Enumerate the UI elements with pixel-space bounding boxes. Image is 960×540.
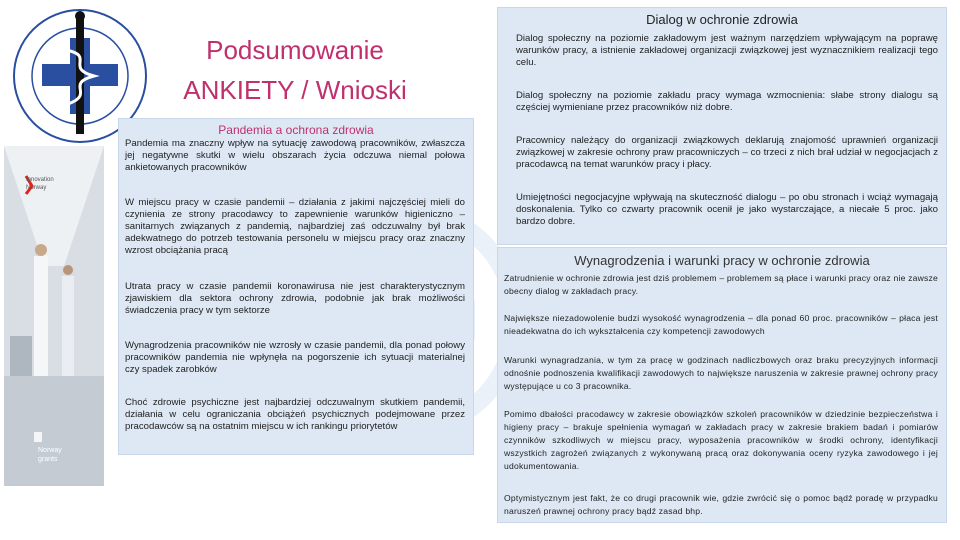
wages-box	[497, 247, 947, 523]
pandemic-paragraph-1: Pandemia ma znaczny wpływ na sytuację zawodową pracowników, zwłaszcza jej negatywne skutki w wielu obszarach życia odczuwa niemal połowa ankietowanych pracowników	[125, 138, 465, 173]
hospital-photo	[4, 146, 104, 486]
pandemic-paragraph-3: Utrata pracy w czasie pandemii koronawirusa nie jest charakterystycznym zjawiskiem dla sektora ochrony zdrowia, podobnie jak brak możliwości świadczenia pracy w tym sektorze	[125, 281, 465, 316]
wages-paragraph-1: Zatrudnienie w ochronie zdrowia jest dziś problemem – problemem są płace i warunki pracy oraz nie zawsze obecny dialog w zakładach pracy.	[504, 273, 938, 296]
brand-top-line-1: Innovation	[26, 177, 54, 183]
wages-paragraph-3: Warunki wynagradzania, w tym za pracę w godzinach nadliczbowych oraz braku precyzyjnych informacji odnośnie podnoszenia kwalifikacji zawodowych to największe naruszenia w zakresie prawnej ochrony pracy występujące u co 3 pracownika.	[504, 355, 938, 391]
hospital-corridor-photo-icon	[4, 146, 104, 486]
title-line-1: Podsumowanie	[206, 35, 384, 65]
norway-grants-mark-icon	[34, 432, 42, 442]
dialog-paragraph-4: Umiejętności negocjacyjne wpływają na skuteczność dialogu – po obu stronach i wciąż wymagają doskonalenia. Tylko co czwarty pracownik ocenił je jako wystarczające, a niecałe 5 proc. jako bardzo dobre.	[516, 192, 938, 227]
wages-paragraph-2: Największe niezadowolenie budzi wysokość wynagrodzenia – dla ponad 60 proc. pracowników – płaca jest nieadekwatna do ich wykształcenia czy kompetencji zawodowych	[504, 313, 938, 336]
dialog-paragraph-1: Dialog społeczny na poziomie zakładowym jest ważnym narzędziem wpływającym na poprawę warunków pracy, a istnienie zakładowej organizacji związkowej jest wyznacznikiem realizacji tego celu.	[516, 33, 938, 68]
norway-grants-label	[38, 446, 62, 464]
brand-bottom-line-2: grants	[38, 456, 58, 463]
wages-paragraph-5: Optymistycznym jest fakt, że co drugi pracownik wie, gdzie zwrócić się o pomoc bądź poradę w przypadku naruszeń prawnej ochrony pracy bądź zasad bhp.	[504, 493, 938, 516]
brand-bottom-line-1: Norway	[38, 447, 62, 454]
pandemic-box	[118, 118, 474, 455]
page-title	[160, 30, 430, 110]
pandemic-heading: Pandemia a ochrona zdrowia	[218, 123, 374, 137]
wages-paragraph-4: Pomimo dbałości pracodawcy w zakresie obowiązków szkoleń pracowników w dziedzinie bezpieczeństwa i higieny pracy – brakuje spełnienia wymagań w zakładach pracy w zakresie brakiem badań i pomiarów czynników szkodliwych w miejscu pracy, wyposażenia pracowników w środki ochrony, identyfikacji wszystkich zagrożeń związanych z wykonywaną pracą oraz dokonywania oceny ryzyka zawodowego i jej udokumentowania.	[504, 409, 938, 471]
dialog-paragraph-3: Pracownicy należący do organizacji związkowych deklarują znajomość uprawnień organizacji związkowej w zakresie ochrony praw pracowniczych – co trzeci z nich brał udział w negocjacjach z pracodawcą na temat warunków pracy i płacy.	[516, 135, 938, 170]
pandemic-paragraph-5: Choć zdrowie psychiczne jest najbardziej odczuwalnym skutkiem pandemii, działania w celu ograniczania obciążeń psychicznych podejmowane przez pracodawców są na ostatnim miejscu w ich rankingu priorytetów	[125, 397, 465, 432]
pandemic-paragraph-2: W miejscu pracy w czasie pandemii – działania z jakimi najczęściej mieli do czynienia ze strony pracodawcy to zapewnienie warunków higieniczno – sanitarnych związanych z pandemią, najbardziej zaś odczuwalny był brak adekwatnego do potrzeb testowania personelu w miejscu pracy oraz znaczny wzrost obciążania pracą	[125, 197, 465, 256]
innovation-norway-label	[26, 176, 54, 192]
dialog-paragraph-2: Dialog społeczny na poziomie zakładu pracy wymaga wzmocnienia: słabe strony dialogu są częściej wymieniane przez pracowników niż dobre.	[516, 90, 938, 113]
wages-heading: Wynagrodzenia i warunki pracy w ochronie zdrowia	[574, 253, 870, 268]
pandemic-paragraph-4: Wynagrodzenia pracowników nie wzrosły w czasie pandemii, dla ponad połowy pracowników pandemia nie wpłynęła na pogorszenie ich sytuacji materialnej czy spadek zarobków	[125, 340, 465, 375]
dialog-box	[497, 7, 947, 245]
dialog-heading: Dialog w ochronie zdrowia	[646, 12, 798, 27]
brand-top-line-2: Norway	[26, 185, 47, 191]
title-line-2: ANKIETY / Wnioski	[183, 75, 407, 105]
